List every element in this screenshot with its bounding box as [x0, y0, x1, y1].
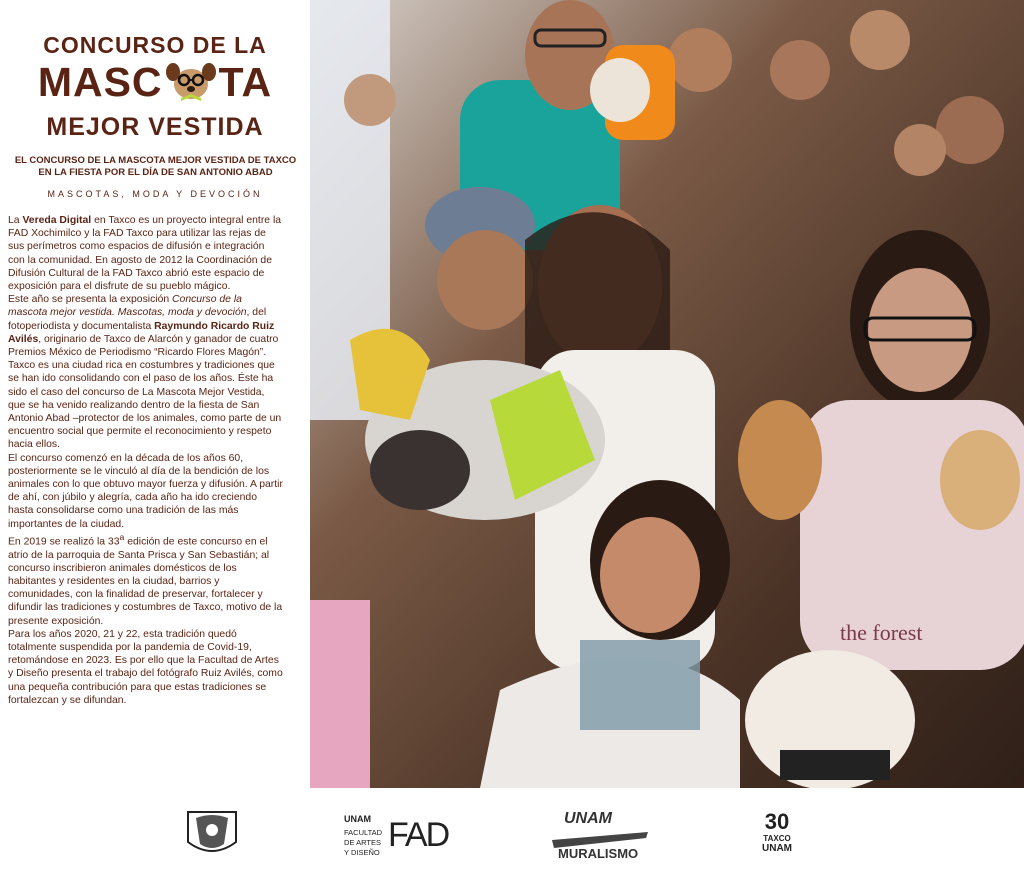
- text-run: edición de este concurso en el atrio de la parroquia de Santa Prisca y San Sebastián; al concurso inscribieron animales domésticos de los habitantes y residentes en la ciudad, barrios y comunidades, con la finalidad de preservar, fortalecer y difundir las tradiciones y costumbres de Taxco, motivo de la presente exposición.: [8, 536, 283, 627]
- paragraph-3: Taxco es una ciudad rica en costumbres y tradiciones que se han ido consolidando con el paso de los años. Éste ha sido el caso del concurso de La Mascota Mejor Vestida, que se ha venido realizando dentro de la fiesta de San Antonio Abad –protector de los animales, como parte de un encuentro social que permite el reconocimiento y respeto hacia ellos.: [8, 360, 282, 451]
- event-photo: [310, 0, 1024, 788]
- author-name-bold: Raymundo Ricardo Ruiz Avilés: [8, 320, 275, 345]
- text-run: La: [8, 215, 23, 226]
- paragraph-2: [8, 293, 284, 359]
- text-run: Este año se presenta la exposición: [8, 294, 173, 306]
- subtitle-line-2: EN LA FIESTA POR EL DÍA DE SAN ANTONIO ABAD: [38, 167, 273, 178]
- taxco-label: TAXCO: [763, 834, 791, 843]
- title-line-2: [0, 58, 310, 106]
- fad-line-1: FACULTAD: [344, 828, 383, 837]
- subtitle: [8, 155, 303, 179]
- paragraph-5: [8, 531, 284, 628]
- ordinal-superscript: a: [119, 531, 125, 542]
- exhibition-title-italic: Concurso de la mascota mejor vestida. Mascotas, moda y devoción: [8, 294, 247, 319]
- subtitle-line-1: EL CONCURSO DE LA MASCOTA MEJOR VESTIDA DE TAXCO: [14, 155, 297, 166]
- dog-face-icon: [163, 62, 219, 102]
- footer-logos: [0, 790, 1024, 870]
- muralismo-bottom: MURALISMO: [558, 846, 639, 861]
- muralismo-top: UNAM: [564, 810, 612, 827]
- paragraph-6: Para los años 2020, 21 y 22, esta tradición quedó totalmente suspendida por la pandemia de Covid-19, retomándose en 2023. Es por ello que la Facultad de Artes y Diseño presenta el trabajo del fotógrafo Ruiz Avilés, como una pequeña contribución para que estas tradiciones se fortalezcan y se difundan.: [8, 628, 283, 706]
- title-line-3: MEJOR VESTIDA: [46, 113, 264, 141]
- fad-line-3: Y DISEÑO: [344, 848, 380, 857]
- fad-mark: FAD: [388, 816, 449, 854]
- unam-shield-icon: [182, 808, 242, 860]
- taxco-unam-logo: [752, 810, 802, 866]
- taxco-anniversary: 30: [764, 809, 790, 834]
- text-run: en Taxco es un proyecto integral entre la FAD Xochimilco y la FAD Taxco para utilizar las rejas de sus perímetros como espacios de difusión e integración con la comunidad. En agosto de 2012 la Coordinación de Difusión Cultural de la FAD Taxco abrió este espacio de exposición para el disfrute de su pueblo mágico.: [8, 215, 282, 293]
- tagline: MASCOTAS, MODA Y DEVOCIÓN: [47, 189, 263, 199]
- fad-unam-label: UNAM: [344, 814, 371, 824]
- text-run: En 2019 se realizó la 33: [8, 536, 120, 548]
- text-run: , originario de Taxco de Alarcón y ganador de cuatro Premios México de Periodismo “Ricardo Flores Magón”.: [8, 333, 279, 359]
- title-line-1: CONCURSO DE LA: [43, 32, 267, 58]
- paragraph-4: El concurso comenzó en la década de los años 60, posteriormente se le vinculó al día de la bendición de los animales con lo que obtuvo mayor fuerza y difusión. A partir de ahí, con júbilo y alegría, cada año ha ido creciendo hasta consolidarse como una tradición de las más importantes de la ciudad.: [8, 452, 283, 530]
- fad-line-2: DE ARTES: [344, 838, 381, 847]
- vereda-digital-bold: Vereda Digital: [22, 215, 92, 226]
- shirt-text: the forest: [840, 620, 923, 645]
- muralismo-logo: [550, 810, 650, 862]
- taxco-unam-label: UNAM: [762, 843, 792, 854]
- body-text: [8, 214, 284, 707]
- text-panel: [0, 0, 310, 790]
- text-run: , del fotoperiodista y documentalista: [8, 307, 267, 332]
- title-word-a: MASC: [37, 59, 163, 105]
- title-word-b: TA: [218, 59, 273, 105]
- photo-illustration: [310, 0, 1024, 788]
- paragraph-1: [8, 214, 284, 293]
- fad-logo: [344, 814, 454, 860]
